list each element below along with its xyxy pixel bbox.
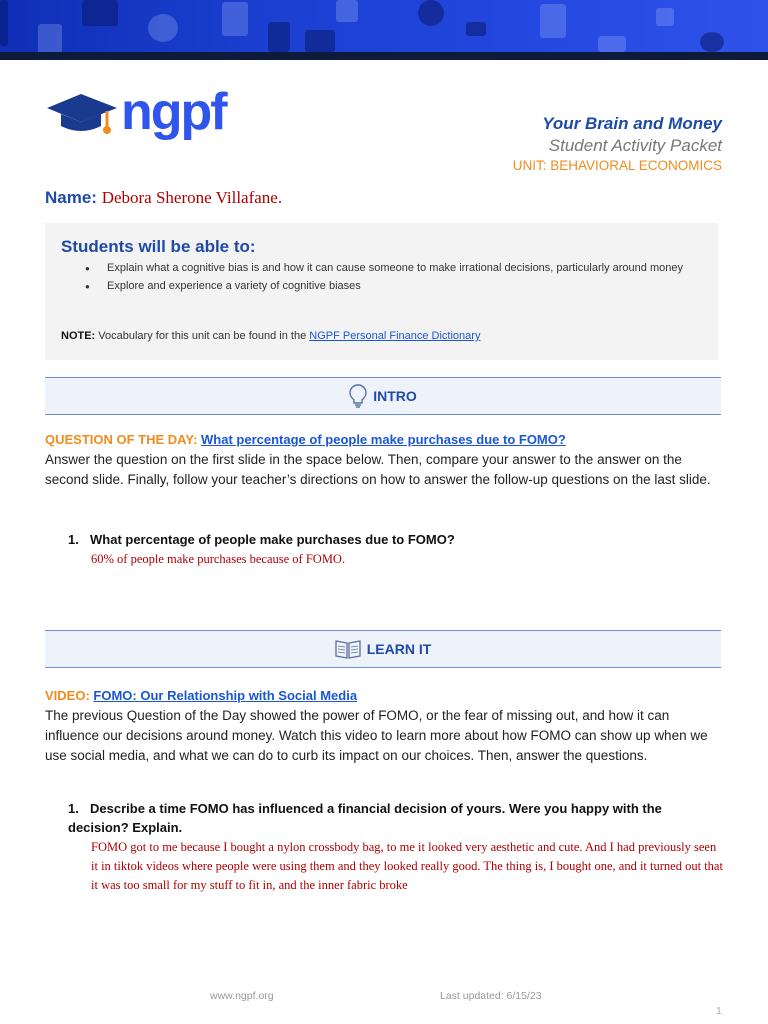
- qotd-link[interactable]: What percentage of people make purchases due to FOMO?: [201, 432, 566, 447]
- dictionary-link[interactable]: NGPF Personal Finance Dictionary: [309, 330, 481, 342]
- objective-item: ● Explain what a cognitive bias is and how it can cause someone to make irrational decisions, particularly around money: [85, 261, 705, 276]
- banner-decoration: [540, 4, 566, 38]
- learn-answer[interactable]: FOMO got to me because I bought a nylon crossbody bag, to me it looked very aesthetic and cute. And I had previously seen it in tiktok videos where people were using them and they looked really good. The thing is, I bought one, and it turned out that it was too small for my stuff to fit in, and the inner fabric broke: [91, 840, 723, 892]
- banner-decoration: [336, 0, 358, 22]
- learn-title: LEARN IT: [366, 641, 432, 657]
- banner-decoration: [656, 8, 674, 26]
- question-text: What percentage of people make purchases due to FOMO?: [90, 532, 455, 547]
- question-text: Describe a time FOMO has influenced a financial decision of yours. Were you happy with the decision? Explain.: [68, 801, 662, 835]
- banner-decoration: [82, 0, 118, 26]
- book-icon: [335, 639, 361, 659]
- name-row: [45, 188, 282, 208]
- intro-question: [68, 530, 723, 549]
- intro-section-bar: [45, 377, 721, 415]
- qotd-label: QUESTION OF THE DAY:: [45, 432, 198, 447]
- footer-website: www.ngpf.org: [210, 990, 274, 1002]
- banner-decoration: [38, 24, 62, 54]
- vocabulary-note: [61, 330, 480, 342]
- name-value[interactable]: Debora Sherone Villafane.: [101, 188, 283, 207]
- packet-title-block: [513, 114, 722, 173]
- unit-label: UNIT: BEHAVIORAL ECONOMICS: [512, 158, 722, 173]
- banner-decoration: [598, 36, 626, 52]
- objective-item: ● Explore and experience a variety of cognitive biases: [85, 279, 705, 294]
- packet-title: Your Brain and Money: [542, 114, 722, 133]
- ngpf-logo: [45, 83, 235, 150]
- video-link[interactable]: FOMO: Our Relationship with Social Media: [93, 688, 358, 703]
- banner-decoration: [418, 0, 444, 26]
- banner-decoration: [148, 14, 178, 42]
- objectives-heading: Students will be able to:: [61, 237, 256, 256]
- banner-decoration: [700, 32, 724, 52]
- banner-decoration: [268, 22, 290, 52]
- note-text: Vocabulary for this unit can be found in the: [95, 330, 310, 342]
- logo-text: ngpf: [121, 83, 226, 141]
- banner-decoration: [466, 22, 486, 36]
- banner-strip: [0, 52, 768, 60]
- name-label: Name:: [45, 188, 97, 207]
- question-of-the-day: [45, 432, 566, 447]
- banner-decoration: [0, 0, 8, 46]
- page-number: 1: [716, 1005, 722, 1017]
- graduation-cap-icon: [45, 90, 121, 140]
- objectives-box: [45, 223, 718, 360]
- packet-subtitle: Student Activity Packet: [548, 136, 722, 155]
- footer-updated: Last updated: 6/15/23: [440, 990, 542, 1002]
- intro-instructions: Answer the question on the first slide in the space below. Then, compare your answer to the answer on the second slide. Finally, follow your teacher’s directions on how to answer the follow-up questions on the last slide.: [45, 452, 711, 487]
- learn-question: [68, 799, 723, 837]
- header-banner: [0, 0, 768, 60]
- intro-title: INTRO: [373, 388, 417, 404]
- intro-answer[interactable]: 60% of people make purchases because of FOMO.: [91, 552, 346, 566]
- question-number: 1.: [68, 532, 79, 547]
- learn-section-bar: [45, 630, 721, 668]
- lightbulb-icon: [349, 384, 367, 408]
- learn-instructions: The previous Question of the Day showed the power of FOMO, or the fear of missing out, and how it can influence our decisions around money. Watch this video to learn more about how FOMO can show up when we use social media, and what we can do to curb its impact on our choices. Then, answer the questions.: [45, 708, 708, 763]
- banner-decoration: [305, 30, 335, 52]
- banner-decoration: [222, 2, 248, 36]
- video-label: VIDEO:: [45, 688, 90, 703]
- objectives-list: [85, 261, 705, 297]
- question-number: 1.: [68, 801, 79, 816]
- note-label: NOTE:: [61, 330, 96, 342]
- video-row: [45, 688, 357, 703]
